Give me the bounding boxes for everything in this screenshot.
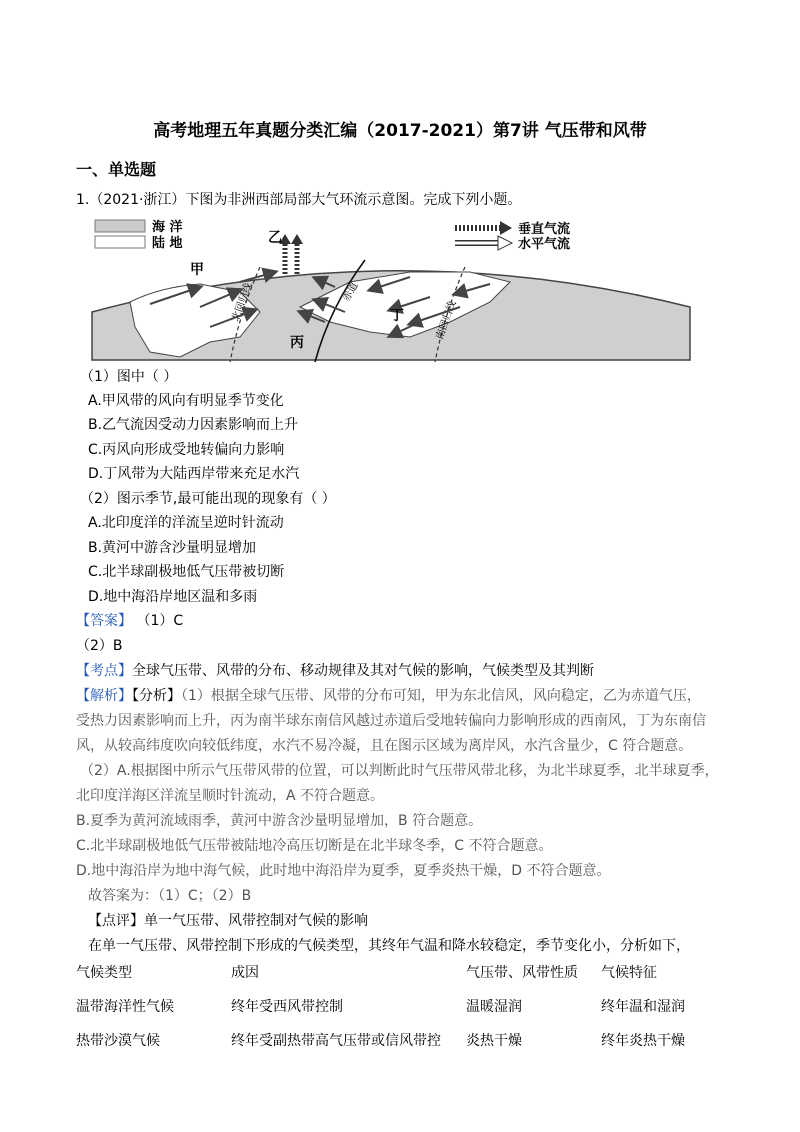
- analysis-p2-b: B.夏季为黄河流域雨季，黄河中游含沙量明显增加，B 符合题意。: [76, 813, 483, 829]
- legend-vertical-label: 垂直气流: [518, 222, 571, 237]
- legend-vertical-arrow: [455, 221, 512, 235]
- q1-option-c: C.丙风向形成受地转偏向力影响: [88, 442, 285, 458]
- table-header-cell: 气候类型: [76, 965, 132, 981]
- comment-text: 单一气压带、风带控制对气候的影响: [144, 913, 368, 929]
- section-heading: 一、单选题: [76, 160, 157, 179]
- analysis-p2-l1: （2）A.根据图中所示气压带风带的位置，可以判断此时气压带风带北移，为北半球夏季，北半球夏季，: [80, 763, 719, 779]
- table-header-cell: 成因: [231, 965, 259, 981]
- table-header-cell: 气候特征: [601, 965, 657, 981]
- vertical-airflow: [279, 234, 303, 274]
- q1-option-a: A.甲风带的风向有明显季节变化: [88, 393, 284, 409]
- kaodian-line: [76, 661, 594, 681]
- q1-option-d: D.丁风带为大陆西岸带来充足水汽: [88, 466, 300, 482]
- label-bing: 丙: [290, 335, 304, 351]
- table-cell: 终年温和湿润: [601, 999, 685, 1015]
- table-cell: 温带海洋性气候: [76, 999, 174, 1015]
- comment-label: 【点评】: [88, 913, 144, 929]
- q2-option-b: B.黄河中游含沙量明显增加: [88, 540, 257, 556]
- analysis-p1-l2: 受热力因素影响而上升，丙为南半球东南信风越过赤道后受地转偏向力影响形成的西南风，丁为东南信: [76, 713, 706, 729]
- analysis-p1-l3: 风，从较高纬度吹向较低纬度，水汽不易冷凝，且在图示区域为离岸风，水汽含量少，C 符合题意。: [76, 738, 693, 754]
- label-south-tropic: 南回归线: [434, 299, 459, 342]
- table-header-row: [76, 962, 716, 984]
- table-cell: 终年受副热带高气压带或信风带控: [231, 1033, 441, 1049]
- table-cell: 终年受西风带控制: [231, 999, 343, 1015]
- label-ding: 丁: [390, 308, 404, 324]
- table-header-cell: 气压带、风带性质: [466, 965, 578, 981]
- q2-option-a: A.北印度洋的洋流呈逆时针流动: [88, 515, 284, 531]
- analysis-p2-c: C.北半球副极地低气压带被陆地冷高压切断是在北半球冬季，C 不符合题意。: [76, 838, 553, 854]
- question-intro: 1.（2021·浙江）下图为非洲西部局部大气环流示意图。完成下列小题。: [76, 192, 522, 208]
- analysis-conclusion: 故答案为：（1）C；（2）B: [88, 888, 252, 904]
- analysis-p2-l2: 北印度洋海区洋流呈顺时针流动，A 不符合题意。: [76, 788, 385, 804]
- page-title: 高考地理五年真题分类汇编（2017-2021）第7讲 气压带和风带: [153, 121, 647, 141]
- kaodian-label: 【考点】: [76, 663, 132, 679]
- q2-stem: （2）图示季节,最可能出现的现象有（ ）: [80, 491, 336, 507]
- comment-intro: 在单一气压带、风带控制下形成的气候类型，其终年气温和降水较稳定，季节变化小，分析如下，: [88, 938, 690, 954]
- label-jia: 甲: [190, 262, 204, 278]
- legend-horizontal-arrow: [455, 236, 512, 250]
- fenxi-label: 【分析】: [132, 688, 181, 704]
- legend-land-swatch: [95, 236, 145, 248]
- comment-line: [88, 911, 368, 931]
- table-cell: 温暖湿润: [466, 999, 522, 1015]
- table-cell: 炎热干燥: [466, 1033, 522, 1049]
- legend-horizontal-label: 水平气流: [518, 237, 571, 252]
- analysis-label: 【解析】: [76, 688, 132, 704]
- kaodian-text: 全球气压带、风带的分布、移动规律及其对气候的影响，气候类型及其判断: [132, 663, 594, 679]
- analysis-p1-l1: （1）根据全球气压带、风带的分布可知，甲为东北信风，风向稳定，乙为赤道气压，: [181, 688, 701, 704]
- q1-stem: （1）图中（ ）: [80, 369, 178, 385]
- answer-line-1: [76, 611, 183, 631]
- atmospheric-circulation-figure: [90, 212, 705, 364]
- label-equator: 赤道: [341, 280, 361, 304]
- table-row: [76, 1030, 716, 1052]
- table-cell: 热带沙漠气候: [76, 1033, 160, 1049]
- answer-2: （2）B: [76, 638, 123, 654]
- table-row: [76, 996, 716, 1018]
- legend-ocean-swatch: [95, 220, 145, 232]
- label-yi: 乙: [268, 230, 282, 246]
- q1-option-b: B.乙气流因受动力因素影响而上升: [88, 417, 299, 433]
- table-cell: 终年炎热干燥: [601, 1033, 685, 1049]
- q2-option-c: C.北半球副极地低气压带被切断: [88, 564, 285, 580]
- legend-land-label: 陆 地: [152, 236, 183, 251]
- analysis-p2-d: D.地中海沿岸为地中海气候，此时地中海沿岸为夏季，夏季炎热干燥，D 不符合题意。: [76, 863, 611, 879]
- legend-ocean-label: 海 洋: [152, 220, 183, 235]
- label-north-tropic: 北回归线: [230, 281, 255, 324]
- analysis-line-1: [76, 686, 701, 706]
- q2-option-d: D.地中海沿岸地区温和多雨: [88, 589, 258, 605]
- answer-1: （1）C: [136, 613, 184, 629]
- answer-label: 【答案】: [76, 613, 132, 629]
